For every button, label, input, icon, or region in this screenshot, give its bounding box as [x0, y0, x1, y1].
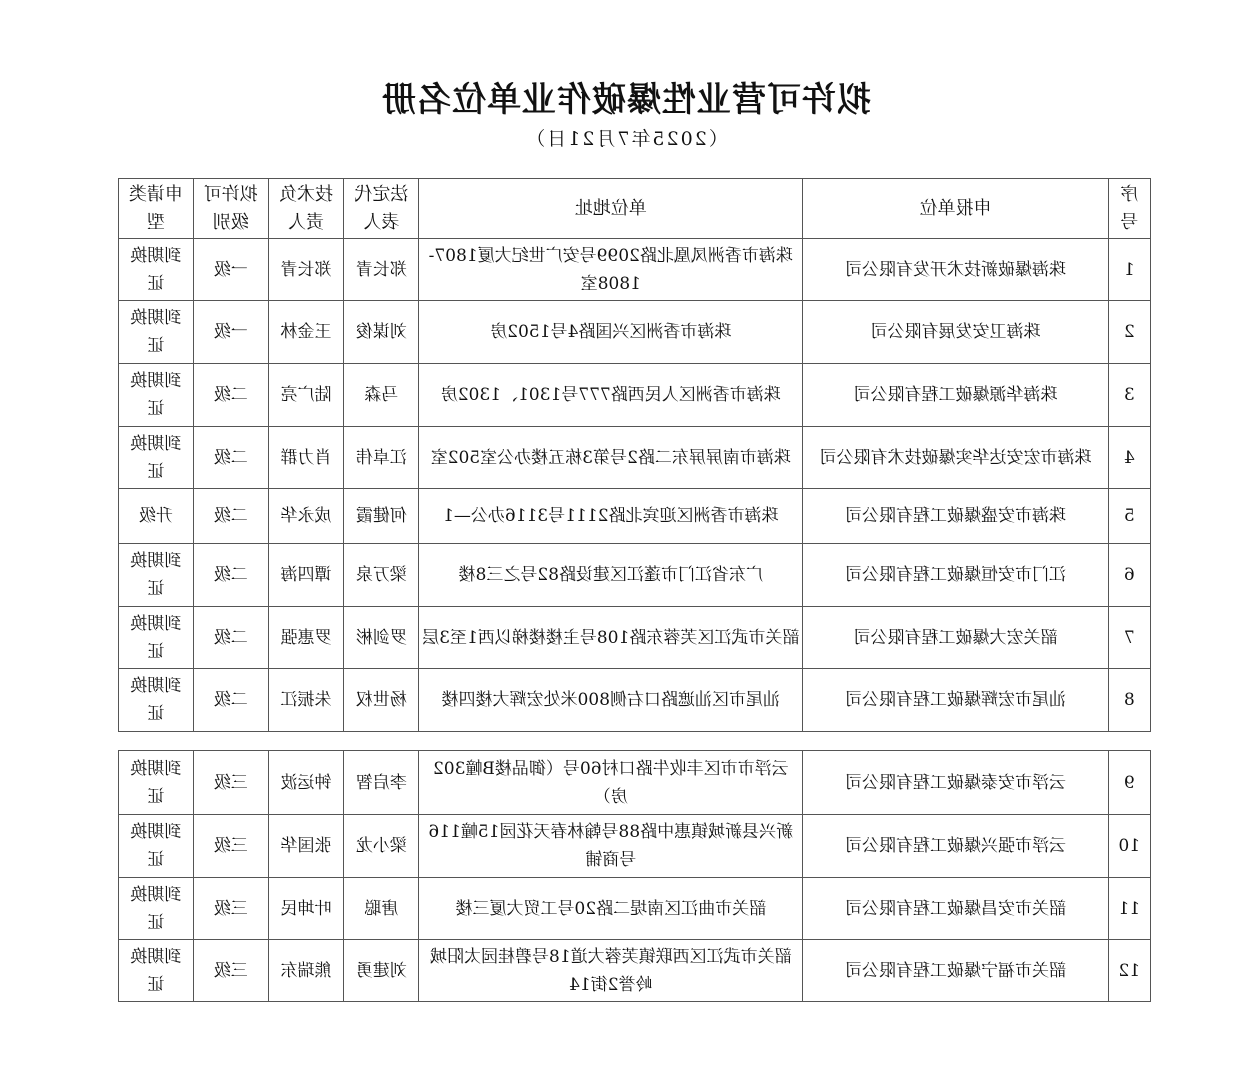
cell-seq: 10: [1108, 815, 1150, 878]
cell-level: 二级: [193, 427, 268, 489]
header-rep: 法定代表人: [344, 179, 419, 239]
table-row: [119, 489, 1151, 544]
header-type: 申请类型: [119, 179, 194, 239]
cell-seq: 4: [1108, 427, 1150, 489]
cell-address: 珠海市香洲区兴国路4号1502房: [419, 301, 803, 364]
cell-unit: 江门市安恒爆破工程有限公司: [803, 544, 1108, 607]
cell-type: 到期换证: [119, 607, 194, 669]
cell-level: 二级: [193, 364, 268, 427]
table-row: [119, 544, 1151, 607]
cell-unit: 珠海卫安发展有限公司: [803, 301, 1108, 364]
cell-address: 珠海市香洲区迎宾北路2111号3116办公—1: [419, 489, 803, 544]
cell-seq: 2: [1108, 301, 1150, 364]
cell-type: 到期换证: [119, 669, 194, 732]
cell-level: 三级: [193, 751, 268, 815]
cell-type: 到期换证: [119, 544, 194, 607]
cell-rep: 梁万泉: [344, 544, 419, 607]
cell-unit: 珠海爆破新技术开发有限公司: [803, 239, 1108, 301]
cell-tech: 罗惠强: [268, 607, 344, 669]
table-row: [119, 669, 1151, 732]
cell-level: 二级: [193, 544, 268, 607]
cell-type: 到期换证: [119, 878, 194, 940]
cell-type: 到期换证: [119, 427, 194, 489]
cell-type: 升级: [119, 489, 194, 544]
cell-unit: 韶关市福宁爆破工程有限公司: [803, 940, 1108, 1002]
cell-address: 韶关市曲江区南堤二路20号工贸大厦三楼: [419, 878, 803, 940]
cell-seq: 12: [1108, 940, 1150, 1002]
cell-seq: 11: [1108, 878, 1150, 940]
cell-unit: 珠海华源爆破工程有限公司: [803, 364, 1108, 427]
cell-rep: 刘谋俊: [344, 301, 419, 364]
cell-tech: 王金林: [268, 301, 344, 364]
cell-unit: 珠海市宏安达华实爆破技术有限公司: [803, 427, 1108, 489]
cell-tech: 成永华: [268, 489, 344, 544]
cell-address: 珠海市南屏屏东二路2号第3栋五楼办公室502室: [419, 427, 803, 489]
cell-tech: 朱振江: [268, 669, 344, 732]
table-row: [119, 815, 1151, 878]
header-unit: 申报单位: [803, 179, 1108, 239]
cell-unit: 云浮市安泰爆破工程有限公司: [803, 751, 1108, 815]
cell-tech: 熊瑞东: [268, 940, 344, 1002]
header-seq: 序号: [1108, 179, 1150, 239]
table-row: [119, 427, 1151, 489]
cell-address: 韶关市武江区西联镇芙蓉大道18号碧桂园太阳城岭誉2街14: [419, 940, 803, 1002]
unit-register-table-continued: [118, 750, 1151, 1002]
cell-seq: 1: [1108, 239, 1150, 301]
cell-rep: 罗剑彬: [344, 607, 419, 669]
cell-seq: 5: [1108, 489, 1150, 544]
cell-level: 三级: [193, 940, 268, 1002]
header-address: 单位地址: [419, 179, 803, 239]
cell-level: 二级: [193, 669, 268, 732]
cell-rep: 李启智: [344, 751, 419, 815]
cell-rep: 梁小龙: [344, 815, 419, 878]
table-row: [119, 940, 1151, 1002]
cell-seq: 9: [1108, 751, 1150, 815]
cell-unit: 珠海市安盛爆破工程有限公司: [803, 489, 1108, 544]
cell-unit: 汕尾市宏辉爆破工程有限公司: [803, 669, 1108, 732]
cell-rep: 唐聪: [344, 878, 419, 940]
cell-seq: 3: [1108, 364, 1150, 427]
cell-seq: 8: [1108, 669, 1150, 732]
table-header-row: [119, 179, 1151, 239]
cell-level: 一级: [193, 301, 268, 364]
table-row: [119, 751, 1151, 815]
cell-level: 一级: [193, 239, 268, 301]
table-row: [119, 239, 1151, 301]
header-tech: 技术负责人: [268, 179, 344, 239]
table-row: [119, 364, 1151, 427]
document-date: （2025年7月21日）: [524, 128, 728, 150]
cell-rep: 江卓伟: [344, 427, 419, 489]
cell-type: 到期换证: [119, 751, 194, 815]
cell-seq: 7: [1108, 607, 1150, 669]
cell-tech: 肖力群: [268, 427, 344, 489]
cell-address: 新兴县新城镇惠中路88号翰林春天花园15幢116号商铺: [419, 815, 803, 878]
cell-address: 韶关市武江区芙蓉东路108号主楼楼梯以西1至3层: [419, 607, 803, 669]
cell-address: 珠海市香洲区人民西路777号1301、1302房: [419, 364, 803, 427]
cell-seq: 6: [1108, 544, 1150, 607]
cell-rep: 刘建勇: [344, 940, 419, 1002]
cell-address: 广东省江门市蓬江区建设路82号之三8楼: [419, 544, 803, 607]
cell-level: 二级: [193, 489, 268, 544]
cell-level: 三级: [193, 815, 268, 878]
cell-type: 到期换证: [119, 815, 194, 878]
cell-type: 到期换证: [119, 940, 194, 1002]
cell-tech: 叶坤民: [268, 878, 344, 940]
cell-type: 到期换证: [119, 301, 194, 364]
cell-address: 珠海市香洲凤凰北路2099号安广世纪大厦1807-1808室: [419, 239, 803, 301]
cell-rep: 杨世权: [344, 669, 419, 732]
cell-tech: 钟运波: [268, 751, 344, 815]
cell-address: 汕尾市区汕遮路口右侧800米处宏辉大楼四楼: [419, 669, 803, 732]
cell-level: 二级: [193, 607, 268, 669]
cell-tech: 张国华: [268, 815, 344, 878]
table-row: [119, 878, 1151, 940]
header-level: 拟许可级别: [193, 179, 268, 239]
document-title: 拟许可营业性爆破作业单位名册: [381, 80, 871, 120]
cell-address: 云浮市市区丰收牛路口村60号（御品楼B幢302房）: [419, 751, 803, 815]
cell-rep: 何健霞: [344, 489, 419, 544]
cell-rep: 马森: [344, 364, 419, 427]
cell-unit: 韶关市安昌爆破工程有限公司: [803, 878, 1108, 940]
table-row: [119, 607, 1151, 669]
cell-rep: 郑长青: [344, 239, 419, 301]
table-row: [119, 301, 1151, 364]
cell-type: 到期换证: [119, 364, 194, 427]
unit-register-table: [118, 178, 1151, 732]
cell-unit: 云浮市强兴爆破工程有限公司: [803, 815, 1108, 878]
cell-tech: 郑长青: [268, 239, 344, 301]
cell-type: 到期换证: [119, 239, 194, 301]
cell-tech: 陆广亮: [268, 364, 344, 427]
cell-level: 三级: [193, 878, 268, 940]
cell-tech: 谭四海: [268, 544, 344, 607]
cell-unit: 韶关宏大爆破工程有限公司: [803, 607, 1108, 669]
